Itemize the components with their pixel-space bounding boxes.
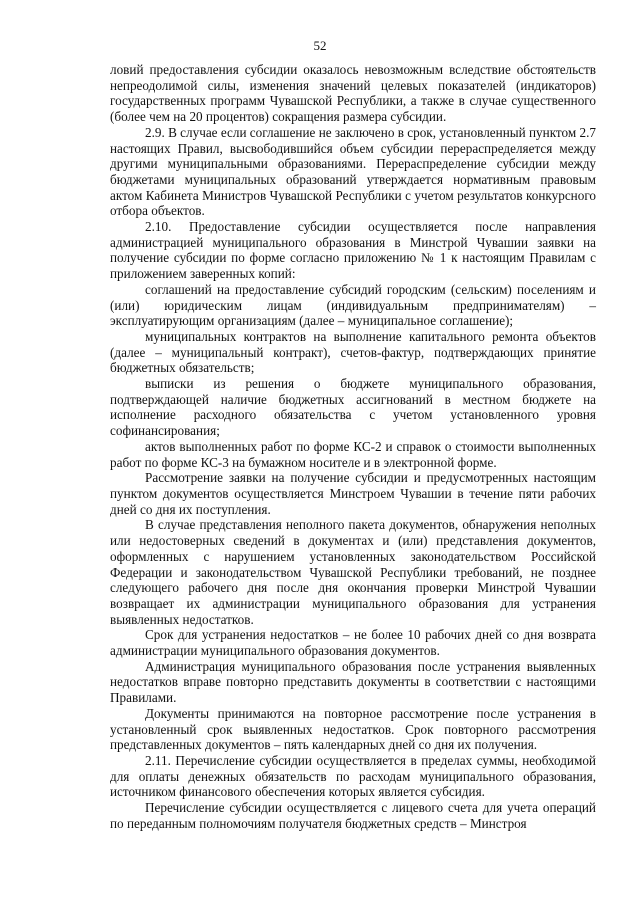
list-item-budget-extract: выписки из решения о бюджете муниципального образования, подтверждающей наличие бюджетных ассигнований в местном бюджете на исполнение расходного обязательства с учетом установленного уровня софинансирования;: [110, 376, 596, 439]
page-number: 52: [313, 38, 327, 53]
list-item-contracts: муниципальных контрактов на выполнение капитального ремонта объектов (далее – муниципальный контракт), счетов-фактур, подтверждающих принятие бюджетных обязательств;: [110, 328, 596, 376]
document-body: [110, 62, 596, 831]
paragraph-continuation: ловий предоставления субсидии оказалось невозможным вследствие обстоятельств непреодолимой силы, изменения значений целевых показателей (индикаторов) государственных программ Чувашской Республики, а также в случае существенного (более чем на 20 процентов) сокращения размера субсидии.: [110, 62, 596, 125]
paragraph-2-10: 2.10. Предоставление субсидии осуществляется после направления администрацией муниципального образования в Минстрой Чувашии заявки на получение субсидии по форме согласно приложению № 1 к настоящим Правилам с приложением заверенных копий:: [110, 219, 596, 282]
paragraph-2-9: 2.9. В случае если соглашение не заключено в срок, установленный пунктом 2.7 настоящих Правил, высвободившийся объем субсидии перераспределяется между другими муниципальными образованиями. Перераспределение субсидии между бюджетами муниципальных образований утверждается нормативным правовым актом Кабинета Министров Чувашской Республики с учетом результатов конкурсного отбора объектов.: [110, 124, 596, 219]
paragraph-resubmission: Администрация муниципального образования после устранения выявленных недостатков вправе повторно представить документы в соответствии с настоящими Правилами.: [110, 658, 596, 706]
paragraph-correction-deadline: Срок для устранения недостатков – не более 10 рабочих дней со дня возврата администрации муниципального образования документов.: [110, 627, 596, 659]
list-item-acts: актов выполненных работ по форме КС-2 и справок о стоимости выполненных работ по форме КС-3 на бумажном носителе и в электронной форме.: [110, 438, 596, 470]
paragraph-review-period: Рассмотрение заявки на получение субсидии и предусмотренных настоящим пунктом документов осуществляется Минстроем Чувашии в течение пяти рабочих дней со дня их поступления.: [110, 470, 596, 517]
paragraph-re-review: Документы принимаются на повторное рассмотрение после устранения в установленный срок выявленных недостатков. Срок повторного рассмотрения представленных документов – пять календарных дней со дня их получения.: [110, 705, 596, 753]
paragraph-2-11: 2.11. Перечисление субсидии осуществляется в пределах суммы, необходимой для оплаты денежных обязательств по расходам муниципального образования, источником финансового обеспечения которых является субсидия.: [110, 752, 596, 800]
paragraph-transfer-account: Перечисление субсидии осуществляется с лицевого счета для учета операций по переданным полномочиям получателя бюджетных средств – Минстроя: [110, 800, 596, 831]
list-item-agreements: соглашений на предоставление субсидий городским (сельским) поселениям и (или) юридическим лицам (индивидуальным предпринимателям) – эксплуатирующим организациям (далее – муниципальное соглашение);: [110, 281, 596, 329]
paragraph-incomplete-docs: В случае представления неполного пакета документов, обнаружения неполных или недостоверных сведений в документах и (или) представления документов, оформленных с нарушением установленных законодательством Российской Федерации и законодательством Чувашской Республики требований, не позднее следующего рабочего дня после дня окончания проверки Минстрой Чувашии возвращает их администрации муниципального образования для устранения выявленных недостатков.: [110, 517, 596, 627]
